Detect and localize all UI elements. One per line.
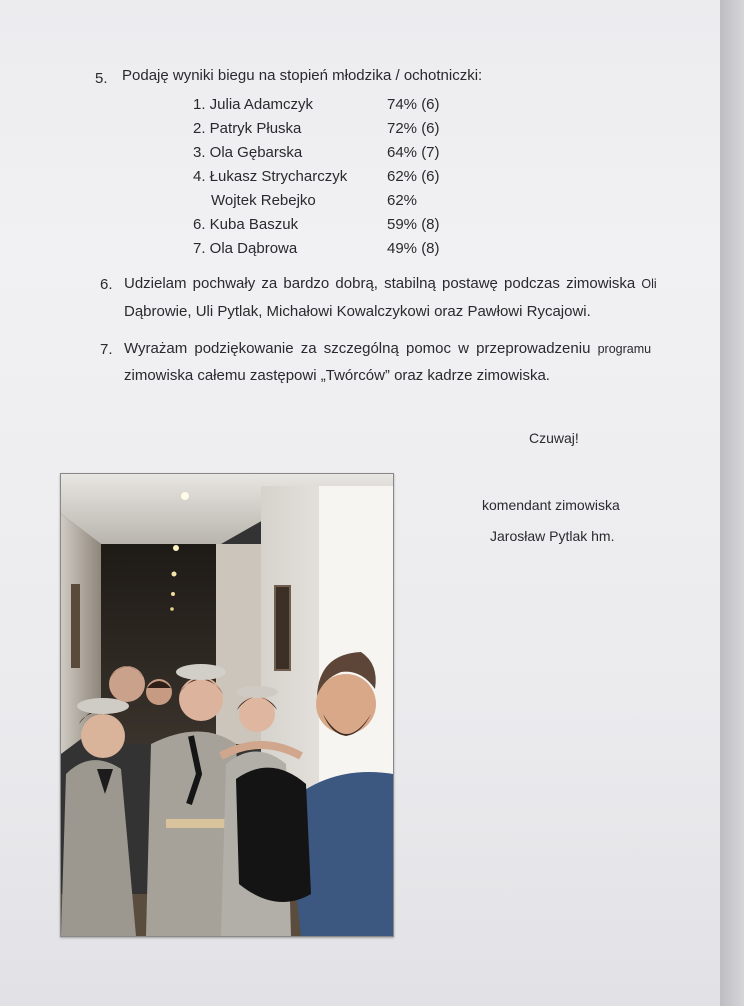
result-name: Wojtek Rebejko — [211, 192, 316, 209]
closing-greeting: Czuwaj! — [529, 430, 579, 446]
result-row — [193, 240, 440, 257]
item-5-text: Podaję wyniki biegu na stopień młodzika / ochotniczki: — [122, 67, 483, 84]
item-7-line-1-text: Wyrażam podziękowanie za szczególną pomoc w przeprowadzeniu — [124, 340, 591, 357]
result-name: 1. Julia Adamczyk — [193, 96, 314, 113]
item-7-line-2: zimowiska całemu zastępowi „Twórców” oraz kadrze zimowiska. — [124, 367, 550, 384]
item-7-line-1 — [124, 340, 651, 357]
item-6-line-1-small: Oli — [641, 277, 657, 291]
signatory-name: Jarosław Pytlak hm. — [490, 528, 615, 544]
result-row — [193, 216, 440, 233]
result-score: 62% (6) — [387, 168, 440, 185]
result-score: 49% (8) — [387, 240, 440, 257]
result-row — [193, 96, 440, 113]
group-photo — [60, 473, 394, 937]
result-score: 59% (8) — [387, 216, 440, 233]
item-7-line-1-small: programu — [597, 342, 652, 356]
item-6-line-2: Dąbrowie, Uli Pytlak, Michałowi Kowalczykowi oraz Pawłowi Rycajowi. — [124, 303, 591, 320]
result-row — [193, 168, 440, 185]
result-name: 6. Kuba Baszuk — [193, 216, 299, 233]
result-name: 3. Ola Gębarska — [193, 144, 303, 161]
page-edge — [720, 0, 744, 1006]
item-5-number: 5. — [95, 70, 108, 87]
signatory-role: komendant zimowiska — [482, 497, 620, 513]
result-row — [193, 120, 440, 137]
result-score: 62% — [387, 192, 418, 209]
item-6-line-1 — [124, 275, 657, 292]
item-7-number: 7. — [100, 341, 113, 358]
result-row — [193, 144, 440, 161]
item-6-line-1-text: Udzielam pochwały za bardzo dobrą, stabilną postawę podczas zimowiska — [124, 275, 636, 292]
result-score: 74% (6) — [387, 96, 440, 113]
result-name: 2. Patryk Płuska — [193, 120, 302, 137]
result-name: 7. Ola Dąbrowa — [193, 240, 298, 257]
result-name: 4. Łukasz Strycharczyk — [193, 168, 348, 185]
item-6-number: 6. — [100, 276, 113, 293]
result-row — [211, 192, 417, 209]
result-score: 64% (7) — [387, 144, 440, 161]
result-score: 72% (6) — [387, 120, 440, 137]
group-photo-icon — [61, 474, 393, 936]
